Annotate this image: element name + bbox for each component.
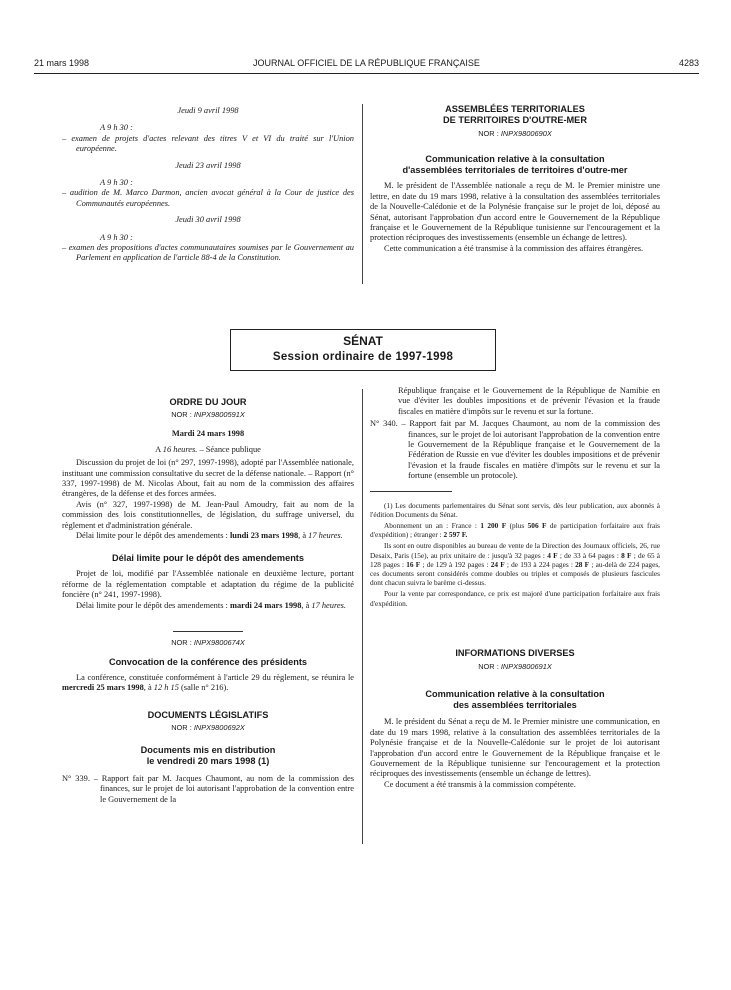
section-title: ASSEMBLÉES TERRITORIALES bbox=[445, 104, 585, 114]
nor-reference: NOR : INPX9800690X bbox=[478, 129, 552, 138]
subsection-title: Documents mis en distribution bbox=[140, 744, 276, 755]
nor-reference: NOR : INPX9800591X bbox=[171, 410, 245, 419]
document-entry-continued: République française et le Gouvernement de la République de Namibie en vue d'éviter les doubles impositions et de prévenir l'évasion et la fraude fiscales en matière d'impôts sur le revenu et sur la fortune. bbox=[398, 386, 660, 416]
agenda-date: Jeudi 30 avril 1998 bbox=[175, 215, 241, 225]
footnote: (1) Les documents parlementaires du Sénat sont servis, dès leur publication, aux abonnés à l'édition Documents du Sénat. bbox=[370, 500, 660, 519]
paragraph: M. le président du Sénat a reçu de M. le Premier ministre une communication, en date du 19 mars 1998, relative à la consultation des assemblées territoriales de la Polynésie française et de la Nouvelle-Calédonie sur le projet de loi autorisant l'approbation d'un accord entre le Gouvernement de la République française et le Gouvernement de la République tunisienne sur l'encouragement et la protection réciproques des investissements (ensemble un échange de lettres). bbox=[370, 717, 660, 779]
subsection-title: Communication relative à la consultation bbox=[425, 689, 605, 700]
agenda-item: – examen de projets d'actes relevant des titres V et VI du traité sur l'Union européenne. bbox=[62, 133, 354, 154]
separator bbox=[173, 631, 243, 632]
agenda-time: A 9 h 30 : bbox=[100, 178, 133, 188]
paragraph: La conférence, constituée conformément à l'article 29 du règlement, se réunira le mercredi 25 mars 1998, à 12 h 15 (salle n° 216). bbox=[62, 672, 354, 692]
nor-reference: NOR : INPX9800691X bbox=[478, 661, 552, 671]
document-entry-340: N° 340. – Rapport fait par M. Jacques Chaumont, au nom de la commission des finances, sur le projet de loi autorisant l'approbation de la convention entre le Gouvernement de la République française et le Gouvernement de la Fédération de Russie en vue d'éviter les doubles impositions et de prévenir l'évasion et la fraude fiscales en matière d'impôts sur le revenu et sur la fortune (ensemble un protocole). bbox=[370, 419, 660, 481]
agenda-time: A 9 h 30 : bbox=[100, 232, 133, 242]
paragraph: Cette communication a été transmise à la commission des affaires étrangères. bbox=[384, 243, 644, 253]
paragraph: M. le président de l'Assemblée nationale a reçu de M. le Premier ministre une lettre, en date du 19 mars 1998, relative à la consultation des assemblées territoriales de la Nouvelle-Calédonie et de la Polynésie française sur le projet de loi, déposé au Sénat, autorisant l'approbation d'un accord entre le Gouvernement de la République française et le Gouvernement de la République tunisienne sur l'encouragement et la protection réciproques des investissements (ensemble un échange de lettres). bbox=[370, 181, 660, 243]
header-date: 21 mars 1998 bbox=[34, 58, 90, 68]
header-rule bbox=[34, 73, 699, 74]
nor-reference: NOR : INPX9800692X bbox=[171, 723, 245, 733]
agenda-section bbox=[62, 106, 354, 264]
subsection-title: Communication relative à la consultation bbox=[425, 154, 605, 165]
territorial-assemblies-section bbox=[370, 104, 660, 254]
section-title: Délai limite pour le dépôt des amendements bbox=[112, 553, 304, 564]
session-time: A 16 heures. – Séance publique bbox=[155, 444, 261, 454]
agenda-time: A 9 h 30 : bbox=[100, 123, 133, 133]
footnote: Abonnement un an : France : 1 200 F (plus 506 F de participation forfaitaire aux frais d'expédition) ; étranger : 2 597 F. bbox=[370, 521, 660, 540]
paragraph: Projet de loi, modifié par l'Assemblée nationale en deuxième lecture, portant réforme de la réglementation comptable et adaptation du régime de la publicité foncière (n° 241, 1997-1998). bbox=[62, 569, 354, 600]
header-journal-title: JOURNAL OFFICIEL DE LA RÉPUBLIQUE FRANÇAISE bbox=[253, 58, 480, 68]
section-title: DOCUMENTS LÉGISLATIFS bbox=[147, 710, 269, 721]
order-of-day-title: ORDRE DU JOUR bbox=[169, 397, 247, 407]
column-divider bbox=[362, 104, 363, 284]
paragraph: Avis (n° 327, 1997-1998) de M. Jean-Paul Amoudry, fait au nom de la commission des lois constitutionnelles, de législation, du suffrage universel, du règlement et d'administration générale. bbox=[62, 499, 354, 530]
senat-title-box bbox=[230, 329, 496, 371]
session-date: Mardi 24 mars 1998 bbox=[171, 429, 245, 439]
column-divider bbox=[362, 389, 363, 844]
agenda-date: Jeudi 9 avril 1998 bbox=[177, 106, 239, 115]
senat-session: Session ordinaire de 1997-1998 bbox=[272, 351, 454, 363]
senate-left-column bbox=[62, 397, 354, 805]
section-title: INFORMATIONS DIVERSES bbox=[455, 647, 575, 658]
document-entry-339: N° 339. – Rapport fait par M. Jacques Chaumont, au nom de la commission des finances, sur le projet de loi autorisant l'approbation de la convention entre le Gouvernement de la bbox=[62, 773, 354, 804]
section-title-line2: DE TERRITOIRES D'OUTRE-MER bbox=[443, 115, 587, 125]
page-header bbox=[34, 58, 699, 70]
paragraph: Ce document a été transmis à la commission compétente. bbox=[384, 779, 576, 789]
paragraph: Délai limite pour le dépôt des amendements : mardi 24 mars 1998, à 17 heures. bbox=[76, 600, 346, 610]
paragraph: Discussion du projet de loi (n° 297, 1997-1998), adopté par l'Assemblée nationale, instituant une commission consultative du secret de la défense nationale. – Rapport (n° 337, 1997-1998) de M. Nicolas About, fait au nom de la commission des affaires étrangères, de la défense et des forces armées. bbox=[62, 458, 354, 499]
footnote: Ils sont en outre disponibles au bureau de vente de la Direction des Journaux officiels, 26, rue Desaix, Paris (15e), au prix unitaire de : jusqu'à 32 pages : 4 F ; de 33 à 64 pages : 8 F ; de 65 à 128 pages : 16 F ; de 129 à 192 pages : 24 F ; de 193 à 224 pages : 28 F ; au-delà de 224 pages, ces documents seront considérés comme doubles ou triples et composés de plusieurs fascicules dont chacun suivra le barème ci-dessus. bbox=[370, 541, 661, 588]
nor-reference: NOR : INPX9800674X bbox=[171, 638, 245, 648]
agenda-item: – audition de M. Marco Darmon, ancien avocat général à la Cour de justice des Communautés européennes. bbox=[62, 188, 354, 208]
senat-title: SÉNAT bbox=[343, 334, 383, 348]
senate-right-column bbox=[370, 386, 660, 790]
agenda-date: Jeudi 23 avril 1998 bbox=[175, 160, 241, 170]
paragraph: Délai limite pour le dépôt des amendements : lundi 23 mars 1998, à 17 heures. bbox=[76, 531, 343, 541]
agenda-item: – examen des propositions d'actes communautaires soumises par le Gouvernement au Parlement en application de l'article 88-4 de la Constitution. bbox=[62, 243, 354, 263]
header-page-number: 4283 bbox=[678, 58, 699, 68]
subsection-title-line2: des assemblées territoriales bbox=[453, 700, 577, 711]
subsection-title-line2: le vendredi 20 mars 1998 (1) bbox=[146, 755, 270, 766]
subsection-title-line2: d'assemblées territoriales de territoires d'outre-mer bbox=[402, 165, 628, 176]
footnotes bbox=[370, 501, 660, 608]
footnote-rule bbox=[370, 491, 452, 492]
footnote: Pour la vente par correspondance, ce prix est majoré d'une participation forfaitaire aux frais d'expédition. bbox=[370, 589, 660, 608]
section-title: Convocation de la conférence des présidents bbox=[108, 656, 308, 667]
